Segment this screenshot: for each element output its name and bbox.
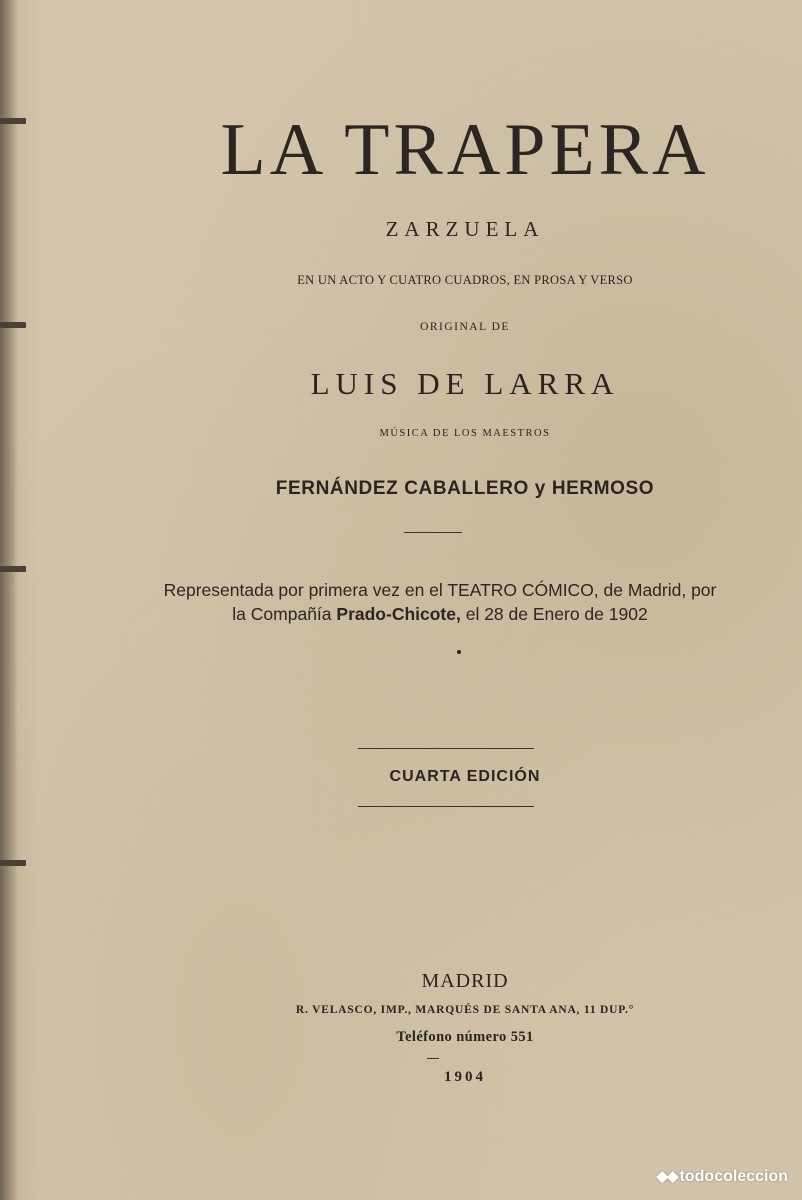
year-dash (427, 1058, 439, 1059)
watermark-text: todocoleccion (679, 1168, 788, 1185)
premiere-date: el 28 de Enero de 1902 (460, 604, 648, 624)
premiere-line-2-start: la Compañía (232, 604, 337, 624)
book-title: LA TRAPERA (220, 109, 710, 191)
author-name: LUIS DE LARRA (310, 366, 620, 401)
edition-rule-top (358, 748, 534, 749)
premiere-line-2 (160, 602, 720, 626)
binding-mark (0, 860, 26, 866)
binding-mark (0, 118, 26, 124)
genre: ZARZUELA (385, 217, 545, 241)
edition: CUARTA EDICIÓN (389, 768, 541, 785)
watermark-logo-icon: ◆◆ (656, 1168, 678, 1185)
spine-shadow (0, 0, 18, 1200)
premiere-line-1: Representada por primera vez en el TEATRO CÓMICO, de Madrid, por (163, 580, 717, 600)
description: EN UN ACTO Y CUATRO CUADROS, EN PROSA Y VERSO (297, 273, 633, 287)
binding-mark (0, 566, 26, 572)
binding-mark (0, 322, 26, 328)
imprint-phone: Teléfono número 551 (396, 1029, 534, 1045)
imprint-city: MADRID (421, 970, 509, 992)
original-label: ORIGINAL DE (420, 321, 510, 333)
imprint-printer: R. VELASCO, IMP., MARQUÉS DE SANTA ANA, 11 DUP.° (295, 1004, 635, 1016)
composers: FERNÁNDEZ CABALLERO y HERMOSO (275, 478, 655, 499)
watermark (656, 1167, 788, 1186)
company-name: Prado-Chicote, (336, 604, 461, 624)
imprint-year: 1904 (444, 1069, 486, 1085)
edition-rule-bottom (358, 806, 534, 807)
music-label: MÚSICA DE LOS MAESTROS (379, 428, 551, 439)
divider (404, 532, 462, 533)
ornament-dot (457, 650, 461, 654)
premiere-note (160, 578, 720, 626)
